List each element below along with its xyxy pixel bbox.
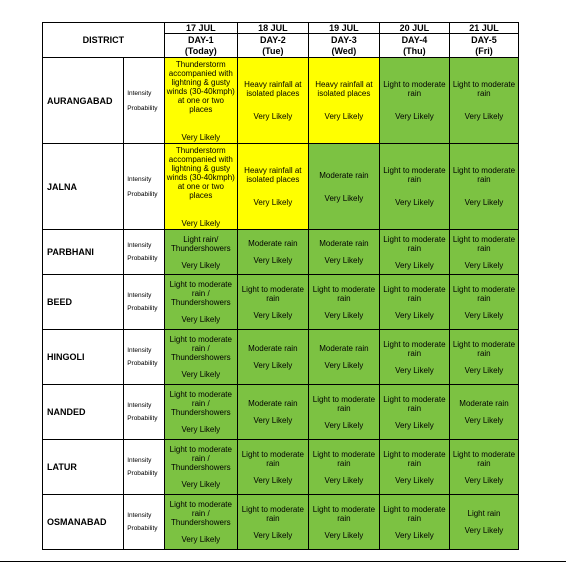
probability-text: Very Likely <box>253 256 293 265</box>
forecast-cell-day-3 <box>308 440 379 495</box>
intensity-text: Thunderstorm accompanied with lightning & gusty winds (30-40kmph) at one or two places <box>166 145 235 200</box>
day-1-date: 17 JUL <box>164 23 237 34</box>
intensity-text: Moderate rain <box>248 239 298 248</box>
forecast-cell-day-4 <box>379 330 449 385</box>
day-2-weekday: (Tue) <box>262 45 284 56</box>
forecast-cell-day-1 <box>164 440 237 495</box>
intensity-text: Moderate rain <box>319 170 369 180</box>
district-name: OSMANABAD <box>43 495 124 550</box>
intensity-text: Light to moderate rain / Thundershowers <box>169 390 232 417</box>
row-labels <box>124 144 165 230</box>
probability-text: Very Likely <box>464 365 504 375</box>
row-labels <box>124 58 165 144</box>
intensity-text: Light to moderate rain <box>452 166 516 184</box>
forecast-cell-day-5 <box>449 230 518 275</box>
probability-text: Very Likely <box>464 526 504 535</box>
intensity-text: Light to moderate rain / Thundershowers <box>169 335 232 362</box>
district-name: PARBHANI <box>43 230 124 275</box>
intensity-text: Light to moderate rain <box>452 284 516 303</box>
day-4-label: DAY-4 <box>401 34 428 45</box>
probability-text: Very Likely <box>181 260 221 270</box>
district-name: BEED <box>43 275 124 330</box>
forecast-cell-day-4 <box>379 495 449 550</box>
probability-text: Very Likely <box>395 112 434 121</box>
probability-text: Very Likely <box>181 535 221 544</box>
row-labels <box>124 385 165 440</box>
intensity-text: Light to moderate rain <box>452 339 516 358</box>
intensity-text: Light to moderate rain <box>383 504 446 523</box>
intensity-label: Intensity <box>127 242 152 249</box>
probability-text: Very Likely <box>324 530 364 540</box>
intensity-text: Light to moderate rain <box>241 284 304 303</box>
intensity-text: Light to moderate rain <box>452 234 516 253</box>
forecast-cell-day-1 <box>164 144 237 230</box>
intensity-text: Light to moderate rain <box>452 449 516 468</box>
probability-label: Probability <box>127 360 158 367</box>
forecast-cell-day-1 <box>164 275 237 330</box>
district-name: NANDED <box>43 385 124 440</box>
probability-text: Very Likely <box>464 310 504 320</box>
row-labels <box>124 330 165 385</box>
probability-label: Probability <box>127 470 158 477</box>
intensity-label: Intensity <box>127 402 152 409</box>
intensity-label: Intensity <box>127 512 152 519</box>
forecast-cell-day-3 <box>308 330 379 385</box>
table-header <box>43 23 519 58</box>
probability-label: Probability <box>127 255 158 262</box>
probability-text: Very Likely <box>253 361 293 370</box>
intensity-label: Intensity <box>127 89 152 97</box>
forecast-cell-day-4 <box>379 440 449 495</box>
intensity-label: Intensity <box>127 292 152 299</box>
intensity-text: Moderate rain <box>319 344 369 353</box>
intensity-text: Moderate rain <box>459 399 509 408</box>
intensity-label: Intensity <box>127 457 152 464</box>
intensity-text: Light to moderate rain <box>383 284 446 303</box>
probability-label: Probability <box>127 104 158 112</box>
probability-text: Very Likely <box>253 112 293 121</box>
intensity-text: Light to moderate rain <box>383 166 446 184</box>
probability-label: Probability <box>127 415 158 422</box>
district-row <box>43 230 519 275</box>
intensity-text: Thunderstorm accompanied with lightning & gusty winds (30-40kmph) at one or two places <box>166 59 235 114</box>
probability-text: Very Likely <box>395 310 434 320</box>
row-labels <box>124 495 165 550</box>
probability-text: Very Likely <box>324 475 364 485</box>
district-row <box>43 385 519 440</box>
intensity-text: Moderate rain <box>248 344 298 353</box>
intensity-text: Light to moderate rain <box>312 504 376 523</box>
forecast-cell-day-3 <box>308 58 379 144</box>
forecast-cell-day-3 <box>308 275 379 330</box>
forecast-cell-day-2 <box>237 58 308 144</box>
intensity-text: Heavy rainfall at isolated places <box>315 80 373 98</box>
probability-text: Very Likely <box>181 480 221 489</box>
page-bottom-rule <box>0 561 566 562</box>
intensity-text: Moderate rain <box>319 239 369 248</box>
district-name: AURANGABAD <box>43 58 124 144</box>
probability-text: Very Likely <box>464 475 504 485</box>
intensity-text: Light to moderate rain <box>383 234 446 253</box>
district-name: JALNA <box>43 144 124 230</box>
day-4-header <box>379 34 449 58</box>
probability-text: Very Likely <box>181 315 221 324</box>
forecast-cell-day-3 <box>308 144 379 230</box>
district-row <box>43 144 519 230</box>
day-5-label: DAY-5 <box>471 34 497 45</box>
district-name: LATUR <box>43 440 124 495</box>
forecast-cell-day-5 <box>449 144 518 230</box>
intensity-text: Heavy rainfall at isolated places <box>244 166 302 184</box>
forecast-cell-day-4 <box>379 230 449 275</box>
forecast-cell-day-4 <box>379 275 449 330</box>
probability-text: Very Likely <box>253 416 293 425</box>
probability-text: Very Likely <box>395 260 434 270</box>
intensity-text: Light rain <box>467 509 501 518</box>
forecast-cell-day-2 <box>237 495 308 550</box>
probability-text: Very Likely <box>181 370 221 379</box>
intensity-text: Light to moderate rain <box>241 449 304 468</box>
forecast-cell-day-2 <box>237 330 308 385</box>
intensity-label: Intensity <box>127 347 152 354</box>
forecast-cell-day-5 <box>449 58 518 144</box>
intensity-text: Light to moderate rain <box>383 339 446 358</box>
forecast-cell-day-1 <box>164 385 237 440</box>
district-row <box>43 58 519 144</box>
probability-text: Very Likely <box>324 361 364 370</box>
forecast-cell-day-1 <box>164 230 237 275</box>
day-3-label: DAY-3 <box>331 34 357 45</box>
intensity-text: Heavy rainfall at isolated places <box>244 80 302 98</box>
day-3-weekday: (Wed) <box>331 45 357 56</box>
day-5-date: 21 JUL <box>449 23 518 34</box>
forecast-cell-day-3 <box>308 495 379 550</box>
probability-label: Probability <box>127 190 158 198</box>
intensity-text: Light rain/ Thundershowers <box>171 234 231 253</box>
day-1-label: DAY-1 <box>187 34 214 45</box>
probability-text: Very Likely <box>181 132 221 142</box>
probability-text: Very Likely <box>253 310 293 320</box>
district-row <box>43 495 519 550</box>
forecast-cell-day-2 <box>237 144 308 230</box>
probability-text: Very Likely <box>324 256 364 265</box>
day-1-weekday: (Today) <box>184 45 217 56</box>
district-column-header: DISTRICT <box>43 23 165 58</box>
forecast-cell-day-5 <box>449 440 518 495</box>
intensity-text: Light to moderate rain <box>312 284 376 303</box>
probability-label: Probability <box>127 525 158 532</box>
forecast-cell-day-5 <box>449 330 518 385</box>
probability-text: Very Likely <box>464 198 504 207</box>
intensity-text: Light to moderate rain <box>383 80 446 98</box>
district-row <box>43 330 519 385</box>
probability-text: Very Likely <box>181 218 221 228</box>
intensity-text: Light to moderate rain <box>383 449 446 468</box>
intensity-text: Light to moderate rain / Thundershowers <box>169 445 232 472</box>
probability-text: Very Likely <box>395 420 434 430</box>
day-2-date: 18 JUL <box>237 23 308 34</box>
probability-text: Very Likely <box>395 198 434 207</box>
forecast-cell-day-3 <box>308 385 379 440</box>
day-4-date: 20 JUL <box>379 23 449 34</box>
forecast-cell-day-2 <box>237 230 308 275</box>
day-3-date: 19 JUL <box>308 23 379 34</box>
row-labels <box>124 230 165 275</box>
intensity-text: Light to moderate rain / Thundershowers <box>169 500 232 527</box>
intensity-text: Moderate rain <box>248 399 298 408</box>
probability-text: Very Likely <box>395 530 434 540</box>
probability-text: Very Likely <box>324 420 364 430</box>
probability-text: Very Likely <box>395 475 434 485</box>
forecast-cell-day-5 <box>449 495 518 550</box>
forecast-cell-day-4 <box>379 385 449 440</box>
probability-text: Very Likely <box>253 198 293 207</box>
probability-text: Very Likely <box>324 310 364 320</box>
probability-text: Very Likely <box>464 416 504 425</box>
forecast-cell-day-1 <box>164 495 237 550</box>
header-date-row <box>43 23 519 34</box>
forecast-cell-day-5 <box>449 385 518 440</box>
probability-text: Very Likely <box>464 260 504 270</box>
day-2-label: DAY-2 <box>260 34 286 45</box>
district-name: HINGOLI <box>43 330 124 385</box>
forecast-cell-day-5 <box>449 275 518 330</box>
forecast-cell-day-3 <box>308 230 379 275</box>
day-5-header <box>449 34 518 58</box>
forecast-cell-day-2 <box>237 275 308 330</box>
probability-text: Very Likely <box>324 193 364 203</box>
day-5-weekday: (Fri) <box>475 45 493 56</box>
forecast-cell-day-2 <box>237 440 308 495</box>
intensity-text: Light to moderate rain <box>383 394 446 413</box>
intensity-text: Light to moderate rain <box>241 504 304 523</box>
intensity-text: Light to moderate rain / Thundershowers <box>169 280 232 307</box>
probability-text: Very Likely <box>324 112 364 121</box>
probability-text: Very Likely <box>395 365 434 375</box>
forecast-cell-day-4 <box>379 58 449 144</box>
intensity-label: Intensity <box>127 175 152 183</box>
day-4-weekday: (Thu) <box>403 45 426 56</box>
day-2-header <box>237 34 308 58</box>
forecast-cell-day-4 <box>379 144 449 230</box>
probability-text: Very Likely <box>181 425 221 434</box>
intensity-text: Light to moderate rain <box>312 449 376 468</box>
probability-label: Probability <box>127 305 158 312</box>
row-labels <box>124 440 165 495</box>
intensity-text: Light to moderate rain <box>452 80 516 98</box>
district-row <box>43 440 519 495</box>
probability-text: Very Likely <box>253 530 293 540</box>
day-1-header <box>164 34 237 58</box>
forecast-cell-day-1 <box>164 58 237 144</box>
intensity-text: Light to moderate rain <box>312 394 376 413</box>
forecast-cell-day-2 <box>237 385 308 440</box>
day-3-header <box>308 34 379 58</box>
forecast-cell-day-1 <box>164 330 237 385</box>
row-labels <box>124 275 165 330</box>
probability-text: Very Likely <box>464 112 504 121</box>
district-forecast-table <box>42 22 519 550</box>
table-body <box>43 58 519 550</box>
probability-text: Very Likely <box>253 475 293 485</box>
district-row <box>43 275 519 330</box>
forecast-table-wrapper <box>42 22 519 550</box>
